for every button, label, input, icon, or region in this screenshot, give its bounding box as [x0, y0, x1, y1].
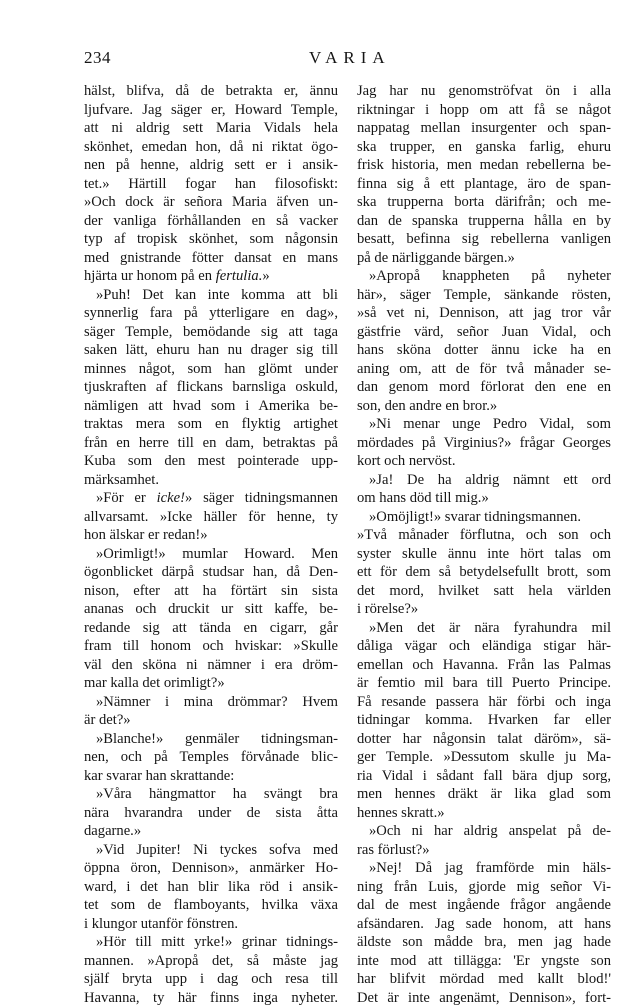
text-line: aning om, att de för två månader se-	[357, 360, 611, 379]
text-line: ria Vidal i sådant fall bära djup sorg,	[357, 767, 611, 786]
text-line: ananas och druckit ur sitt kaffe, be-	[84, 600, 338, 619]
text-line: emellan och Havanna. Från las Palmas	[357, 656, 611, 675]
text-line: dagarne.»	[84, 822, 338, 841]
text-line: gästfrie värd, señor Juan Vidal, och	[357, 323, 611, 342]
text-line: hälst, blifva, då de betrakta er, ännu	[84, 82, 338, 101]
text-line: själf bryta upp i dag och resa till	[84, 970, 338, 989]
text-line: Havanna, ty här finns inga nyheter.	[84, 989, 338, 1007]
text-line: kort och nervöst.	[357, 452, 611, 471]
text-line: »Blanche!» genmäler tidningsman-	[84, 730, 338, 749]
text-line: nen, och på Temples förvånade blic-	[84, 748, 338, 767]
text-line: »Våra hängmattor ha svängt bra	[84, 785, 338, 804]
text-line: »Och ni har aldrig anspelat på de-	[357, 822, 611, 841]
text-line: nämligen att hvad som i Amerika be-	[84, 397, 338, 416]
text-line: ska trupperna borta därifrån; och me-	[357, 193, 611, 212]
text-line: saken lätt, ehuru han nu drager sig till	[84, 341, 338, 360]
text-line: tidningar komma. Hvarken far eller	[357, 711, 611, 730]
text-line: »Apropå knappheten på nyheter	[357, 267, 611, 286]
text-line: mördades på Virginius?» frågar Georges	[357, 434, 611, 453]
text-line: minnes något, som han glömt under	[84, 360, 338, 379]
text-line: »Men det är nära fyrahundra mil	[357, 619, 611, 638]
text-line: ljufvare. Jag säger er, Howard Temple,	[84, 101, 338, 120]
text-line: från en herre till en dam, betraktas på	[84, 434, 338, 453]
text-line: dotter har någonsin talat däröm», sä-	[357, 730, 611, 749]
text-line: ger Temple. »Dessutom skulle ju Ma-	[357, 748, 611, 767]
text-line: att ni aldrig sett Maria Vidals hela	[84, 119, 338, 138]
text-line: »Nämner i mina drömmar? Hvem	[84, 693, 338, 712]
text-line: hennes skratt.»	[357, 804, 611, 823]
text-line: typ af tropisk skönhet, som någonsin	[84, 230, 338, 249]
text-line: »Omöjligt!» svarar tidningsmannen.	[357, 508, 611, 527]
text-line: son, den andre en bror.»	[357, 397, 611, 416]
text-line: Kuba som den mest pointerade upp-	[84, 452, 338, 471]
text-line: frisk historia, men medan rebellerna be-	[357, 156, 611, 175]
text-line: »Ja! De ha aldrig nämnt ett ord	[357, 471, 611, 490]
text-line: nen på henne, aldrig sett er i ansik-	[84, 156, 338, 175]
page-header	[84, 48, 608, 76]
text-line: i klungor utanför fönstren.	[84, 915, 338, 934]
text-line: är femtio mil bara till Puerto Principe.	[357, 674, 611, 693]
text-line: syster skulle ännu inte hört talas om	[357, 545, 611, 564]
text-line: synnerlig fara på ytterligare en dag»,	[84, 304, 338, 323]
text-line: men hennes dräkt är lika glad som	[357, 785, 611, 804]
text-line: tet.» Härtill fogar han filosofiskt:	[84, 175, 338, 194]
text-line: nappatag mellan insurgenter och span-	[357, 119, 611, 138]
text-line: ögonblicket därpå studsar han, då Den-	[84, 563, 338, 582]
text-line: »så vet ni, Dennison, att jag tror vår	[357, 304, 611, 323]
text-line: fram till honom och hviskar: »Skulle	[84, 637, 338, 656]
text-line: med gnistrande fötter dansat en mans	[84, 249, 338, 268]
text-line: ward, i det han blir lika röd i ansik-	[84, 878, 338, 897]
text-line: dan genom mord förlorat den ene en	[357, 378, 611, 397]
text-line: »För er icke!» säger tidningsmannen	[84, 489, 338, 508]
text-line: det mord, hvilket satt hela världen	[357, 582, 611, 601]
text-line: i rörelse?»	[357, 600, 611, 619]
text-line: ska trupper, en ganska farlig, ehuru	[357, 138, 611, 157]
text-line: på de närliggande bärgen.»	[357, 249, 611, 268]
text-line: nära hvarandra under de sista åtta	[84, 804, 338, 823]
text-line: har blifvit mördad med kallt blod!'	[357, 970, 611, 989]
text-line: skönhet, emedan hon, då ni riktat ögo-	[84, 138, 338, 157]
text-line: är det?»	[84, 711, 338, 730]
text-line: der vanliga förhållanden en så vacker	[84, 212, 338, 231]
text-line: dal de mest ingående frågor angående	[357, 896, 611, 915]
text-line: inte mod att tillägga: 'Er yngste son	[357, 952, 611, 971]
text-line: besatt, befinna sig rebellerna vanligen	[357, 230, 611, 249]
right-text-column	[357, 82, 611, 1007]
text-line: »Orimligt!» mumlar Howard. Men	[84, 545, 338, 564]
text-line: säger Temple, bemödande sig att taga	[84, 323, 338, 342]
text-line: »Två månader förflutna, och son och	[357, 526, 611, 545]
text-line: märksamhet.	[84, 471, 338, 490]
text-line: ning från Luis, gjorde mig señor Vi-	[357, 878, 611, 897]
text-line: tet som de flamboyants, hvilka växa	[84, 896, 338, 915]
text-line: mannen. »Apropå det, så måste jag	[84, 952, 338, 971]
text-line: redande sig att tända en cigarr, går	[84, 619, 338, 638]
text-line: här», säger Temple, sänkande rösten,	[357, 286, 611, 305]
text-line: finna sig å ett plantage, äro de span-	[357, 175, 611, 194]
text-line: »Och dock är señora Maria äfven un-	[84, 193, 338, 212]
text-line: »Nej! Då jag framförde min häls-	[357, 859, 611, 878]
text-line: afsändaren. Jag sade honom, att hans	[357, 915, 611, 934]
text-line: öppna öron, Dennison», anmärker Ho-	[84, 859, 338, 878]
running-title: VARIA	[309, 48, 391, 68]
page-number: 234	[84, 48, 111, 68]
text-line: om hans död till mig.»	[357, 489, 611, 508]
text-line: riktningar i hopp om att få se något	[357, 101, 611, 120]
text-line: »Puh! Det kan inte komma att bli	[84, 286, 338, 305]
text-line: tjuskraften af flickans barnsliga oskuld,	[84, 378, 338, 397]
text-line: väl den sköna ni nämner i era dröm-	[84, 656, 338, 675]
text-line: hon älskar er redan!»	[84, 526, 338, 545]
text-line: dan de spanska trupperna hålla en by	[357, 212, 611, 231]
text-line: äldste son mådde bra, men jag hade	[357, 933, 611, 952]
text-line: mar kalla det orimligt?»	[84, 674, 338, 693]
text-line: hjärta ur honom på en fertulia.»	[84, 267, 338, 286]
text-line: dåliga vägar och eländiga stigar här-	[357, 637, 611, 656]
text-line: Jag har nu genomströfvat ön i alla	[357, 82, 611, 101]
text-line: traktas mera som en flyktig artighet	[84, 415, 338, 434]
text-line: allvarsamt. »Icke häller för henne, ty	[84, 508, 338, 527]
text-line: »Hör till mitt yrke!» grinar tidnings-	[84, 933, 338, 952]
text-line: Det är inte angenämt, Dennison», fort-	[357, 989, 611, 1007]
text-line: hans sköna dotter ännu icke ha en	[357, 341, 611, 360]
text-line: nison, efter att ha förtärt sin sista	[84, 582, 338, 601]
left-text-column	[84, 82, 338, 1007]
text-line: Få resande passera här förbi och inga	[357, 693, 611, 712]
text-line: »Ni menar unge Pedro Vidal, som	[357, 415, 611, 434]
text-line: »Vid Jupiter! Ni tyckes sofva med	[84, 841, 338, 860]
text-line: kar svarar han skrattande:	[84, 767, 338, 786]
text-line: ett för dem så betydelsefullt brott, som	[357, 563, 611, 582]
text-line: ras förlust?»	[357, 841, 611, 860]
